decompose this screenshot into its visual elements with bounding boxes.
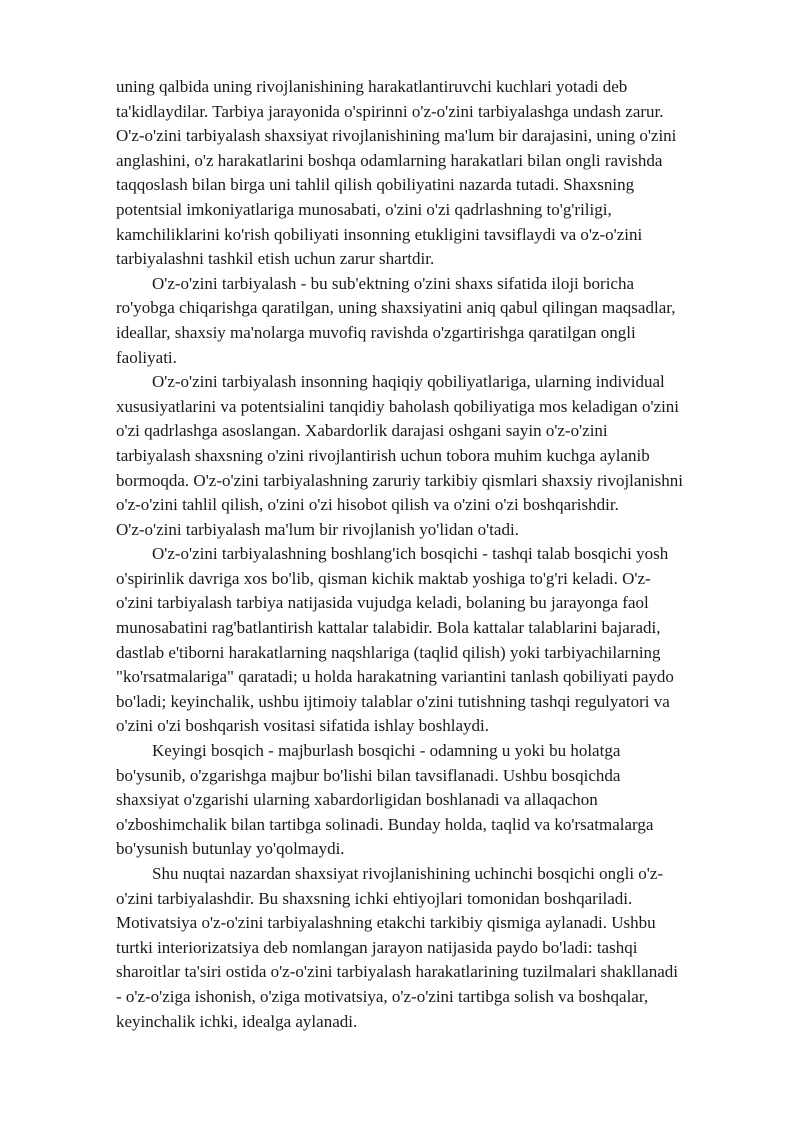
text-line: Keyingi bosqich - majburlash bosqichi - odamning u yoki bu holatga xyxy=(152,741,621,761)
text-line: anglashini, o'z harakatlarini boshqa odamlarning harakatlari bilan ongli ravishda xyxy=(116,150,663,170)
text-line: o'zini o'zi boshqarish vositasi sifatida ishlay boshlaydi. xyxy=(116,716,489,736)
text-line: o'z-o'zini tahlil qilish, o'zini o'zi hisobot qilish va o'zini o'zi boshqarishdir. xyxy=(116,495,619,515)
text-line: - o'z-o'ziga ishonish, o'ziga motivatsiya, o'z-o'zini tartibga solish va boshqalar, xyxy=(116,986,649,1006)
text-line: o'zini tarbiyalash tarbiya natijasida vujudga keladi, bolaning bu jarayonga faol xyxy=(116,593,649,613)
text-line: bormoqda. O'z-o'zini tarbiyalashning zaruriy tarkibiy qismlari shaxsiy rivojlanishni xyxy=(116,470,684,490)
text-line: bo'ysunish butunlay yo'qolmaydi. xyxy=(116,839,345,859)
text-line: ta'kidlaydilar. Tarbiya jarayonida o'spirinni o'z-o'zini tarbiyalashga undash zarur. xyxy=(116,101,664,121)
text-line: uning qalbida uning rivojlanishining harakatlantiruvchi kuchlari yotadi deb xyxy=(116,77,628,96)
text-line: o'spirinlik davriga xos bo'lib, qisman kichik maktab yoshiga to'g'ri keladi. O'z- xyxy=(116,568,651,588)
text-line: munosabatini rag'batlantirish kattalar talabidir. Bola kattalar talablarini bajaradi, xyxy=(116,618,661,638)
text-line: sharoitlar ta'siri ostida o'z-o'zini tarbiyalash harakatlarining tuzilmalari shakllanadi xyxy=(116,962,678,982)
paragraph-5 xyxy=(116,739,746,862)
text-line: O'z-o'zini tarbiyalash insonning haqiqiy qobiliyatlariga, ularning individual xyxy=(152,372,665,392)
paragraph-1 xyxy=(116,75,746,272)
text-line: keyinchalik ichki, idealga aylanadi. xyxy=(116,1011,358,1031)
text-line: ro'yobga chiqarishga qaratilgan, uning shaxsiyatini aniq qabul qilingan maqsadlar, xyxy=(116,298,676,318)
text-line: O'z-o'zini tarbiyalash - bu sub'ektning o'zini shaxs sifatida iloji boricha xyxy=(152,273,635,293)
paragraph-2 xyxy=(116,272,746,370)
text-line: tarbiyalash shaxsning o'zini rivojlantirish uchun tobora muhim kuchga aylanib xyxy=(116,445,650,465)
text-line: tarbiyalashni tashkil etish uchun zarur shartdir. xyxy=(116,249,435,269)
text-line: shaxsiyat o'zgarishi ularning xabardorligidan boshlanadi va allaqachon xyxy=(116,790,598,810)
text-line: xususiyatlarini va potentsialini tanqidiy baholash qobiliyatiga mos keladigan o'zini xyxy=(116,396,680,416)
text-line: bo'ysunib, o'zgarishga majbur bo'lishi bilan tavsiflanadi. Ushbu bosqichda xyxy=(116,765,621,785)
paragraph-4 xyxy=(116,542,746,739)
text-line: dastlab e'tiborni harakatlarning naqshlariga (taqlid qilish) yoki tarbiyachilarning xyxy=(116,642,661,662)
text-line: o'zi qadrlashga asoslangan. Xabardorlik darajasi oshgani sayin o'z-o'zini xyxy=(116,421,608,441)
text-line: O'z-o'zini tarbiyalash ma'lum bir rivojlanish yo'lidan o'tadi. xyxy=(116,519,519,539)
text-line: kamchiliklarini ko'rish qobiliyati insonning etukligini tavsiflaydi va o'z-o'zini xyxy=(116,224,643,244)
text-line: O'z-o'zini tarbiyalash shaxsiyat rivojlanishining ma'lum bir darajasini, uning o'zini xyxy=(116,126,677,146)
text-line: potentsial imkoniyatlariga munosabati, o'zini o'zi qadrlashning to'g'riligi, xyxy=(116,199,612,219)
text-line: ideallar, shaxsiy ma'nolarga muvofiq ravishda o'zgartirishga qaratilgan ongli xyxy=(116,322,636,342)
text-line: bo'ladi; keyinchalik, ushbu ijtimoiy talablar o'zini tutishning tashqi regulyatori va xyxy=(116,691,670,711)
text-line: Motivatsiya o'z-o'zini tarbiyalashning etakchi tarkibiy qismiga aylanadi. Ushbu xyxy=(116,913,656,933)
text-line: taqqoslash bilan birga uni tahlil qilish qobiliyatini nazarda tutadi. Shaxsning xyxy=(116,175,635,195)
paragraph-3 xyxy=(116,370,746,542)
text-line: o'zini tarbiyalashdir. Bu shaxsning ichki ehtiyojlari tomonidan boshqariladi. xyxy=(116,888,633,908)
text-line: O'z-o'zini tarbiyalashning boshlang'ich bosqichi - tashqi talab bosqichi yosh xyxy=(152,544,669,564)
document-page xyxy=(116,75,746,1034)
text-line: Shu nuqtai nazardan shaxsiyat rivojlanishining uchinchi bosqichi ongli o'z- xyxy=(152,864,664,883)
text-line: turtki interiorizatsiya deb nomlangan jarayon natijasida paydo bo'ladi: tashqi xyxy=(116,937,638,957)
text-line: faoliyati. xyxy=(116,347,177,367)
paragraph-6 xyxy=(116,862,746,1034)
text-line: "ko'rsatmalariga" qaratadi; u holda harakatning variantini tanlash qobiliyati paydo xyxy=(116,667,674,687)
text-line: o'zboshimchalik bilan tartibga solinadi. Bunday holda, taqlid va ko'rsatmalarga xyxy=(116,814,654,834)
